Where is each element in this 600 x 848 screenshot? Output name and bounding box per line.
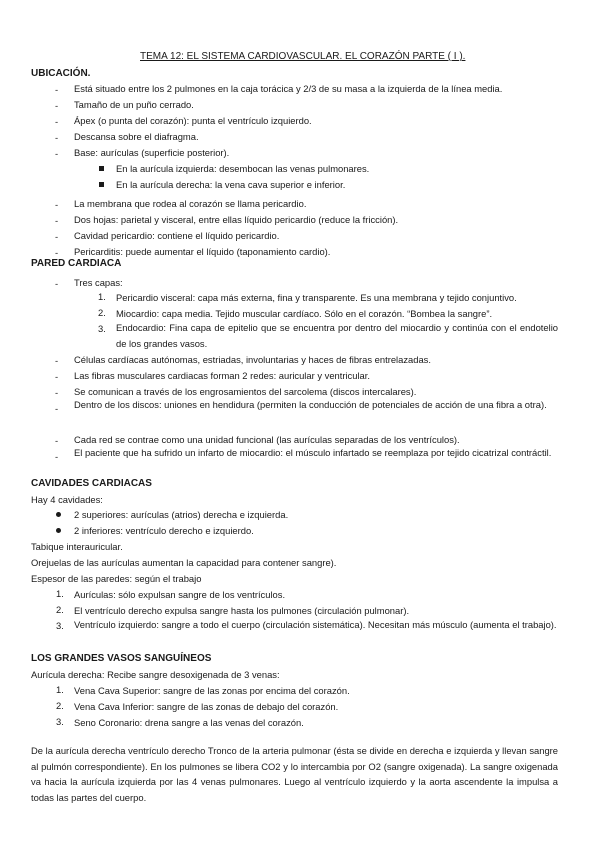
sub-list-item: En la aurícula derecha: la vena cava superior e inferior. [116,179,346,190]
list-item: Tamaño de un puño cerrado. [74,99,194,110]
dash-bullet: - [55,116,59,127]
square-bullet [99,166,104,171]
numbered-item: Vena Cava Inferior: sangre de las zonas de debajo del corazón. [74,701,339,712]
list-item: Células cardíacas autónomas, estriadas, involuntarias y haces de fibras entrelazadas. [74,354,431,365]
paragraph-line: Espesor de las paredes: según el trabajo [31,573,202,584]
dash-bullet: - [55,231,59,242]
dash-bullet: - [55,403,59,414]
list-number: 3. [56,620,64,631]
list-number: 1. [56,588,64,599]
closing-paragraph: De la aurícula derecha ventrículo derecho Tronco de la arteria pulmonar (ésta se divide en derecha e izquierda y llevan sangre al pulmón correspondiente). En los pulmones se libera CO2 y lo intercambia por O2 (sangre oxigenada). La sangre oxigenada va hacia la aurícula izquierda por las 4 venas pulmonares. Luego al ventrículo izquierdo y la aorta ascendente la impulsa a todas las partes del cuerpo. [31,745,558,803]
numbered-item: El ventrículo derecho expulsa sangre hasta los pulmones (circulación pulmonar). [74,605,410,616]
dash-bullet: - [55,371,59,382]
list-item: Está situado entre los 2 pulmones en la caja torácica y 2/3 de su masa a la izquierda de la línea media. [74,83,503,94]
dash-bullet: - [55,355,59,366]
list-number: 1. [98,291,106,302]
list-number: 3. [98,323,106,334]
dash-bullet: - [55,84,59,95]
round-bullet [56,528,61,533]
dash-bullet: - [55,215,59,226]
list-item: La membrana que rodea al corazón se llama pericardio. [74,198,307,209]
list-number: 2. [98,307,106,318]
list-item: Tres capas: [74,277,123,288]
page-title: TEMA 12: EL SISTEMA CARDIOVASCULAR. EL CORAZÓN PARTE ( I ). [140,51,466,62]
list-number: 2. [56,700,64,711]
list-item: Dentro de los discos: uniones en hendidura (permiten la conducción de potenciales de acción de una fibra a otra). [74,399,547,410]
list-item: Cada red se contrae como una unidad funcional (las aurículas separadas de los ventrículos). [74,434,460,445]
dash-bullet: - [55,387,59,398]
dash-bullet: - [55,451,59,462]
numbered-item: Ventrículo izquierdo: sangre a todo el cuerpo (circulación sistemática). Necesitan más músculo (aumenta el trabajo). [74,619,557,630]
list-item: El paciente que ha sufrido un infarto de miocardio: el músculo infartado se reemplaza por tejido cicatrizal contráctil. [74,447,552,458]
list-number: 2. [56,604,64,615]
list-item: Cavidad pericardio: contiene el líquido pericardio. [74,230,280,241]
round-bullet [56,512,61,517]
list-item: Las fibras musculares cardiacas forman 2 redes: auricular y ventricular. [74,370,370,381]
numbered-item: Aurículas: sólo expulsan sangre de los ventrículos. [74,589,286,600]
paragraph-line: Tabique interauricular. [31,541,123,552]
paragraph-line: Orejuelas de las aurículas aumentan la capacidad para contener sangre). [31,557,337,568]
list-item: Se comunican a través de los engrosamientos del sarcolema (discos intercalares). [74,386,417,397]
list-number: 1. [56,684,64,695]
numbered-item: Miocardio: capa media. Tejido muscular cardíaco. Sólo en el corazón. “Bombea la sangre”. [116,308,493,319]
square-bullet [99,182,104,187]
list-item: Descansa sobre el diafragma. [74,131,199,142]
bullet-item: 2 superiores: aurículas (atrios) derecha e izquierda. [74,509,289,520]
dash-bullet: - [55,199,59,210]
section-heading-vasos: LOS GRANDES VASOS SANGUÍNEOS [31,653,212,664]
numbered-item: Seno Coronario: drena sangre a las venas del corazón. [74,717,304,728]
list-item: Pericarditis: puede aumentar el líquido (taponamiento cardio). [74,246,331,257]
paragraph-line: Hay 4 cavidades: [31,494,103,505]
list-number: 3. [56,716,64,727]
section-heading-cavidades: CAVIDADES CARDIACAS [31,478,152,489]
dash-bullet: - [55,100,59,111]
paragraph-line: Aurícula derecha: Recibe sangre desoxigenada de 3 venas: [31,669,280,680]
list-item: Dos hojas: parietal y visceral, entre ellas líquido pericardio (reduce la fricción). [74,214,399,225]
numbered-item: Vena Cava Superior: sangre de las zonas por encima del corazón. [74,685,350,696]
dash-bullet: - [55,435,59,446]
section-heading-pared: PARED CARDIACA [31,258,122,269]
dash-bullet: - [55,148,59,159]
bullet-item: 2 inferiores: ventrículo derecho e izquierdo. [74,525,254,536]
list-item: Base: aurículas (superficie posterior). [74,147,230,158]
dash-bullet: - [55,132,59,143]
dash-bullet: - [55,278,59,289]
numbered-item: Pericardio visceral: capa más externa, fina y transparente. Es una membrana y tejido conjuntivo. [116,292,517,303]
numbered-item: Endocardio: Fina capa de epitelio que se encuentra por dentro del miocardio y continúa con el endotelio de los grandes vasos. [116,322,558,349]
list-item: Ápex (o punta del corazón): punta el ventrículo izquierdo. [74,115,312,126]
section-heading-ubicacion: UBICACIÓN. [31,68,91,79]
dash-bullet: - [55,247,59,258]
sub-list-item: En la aurícula izquierda: desembocan las venas pulmonares. [116,163,370,174]
